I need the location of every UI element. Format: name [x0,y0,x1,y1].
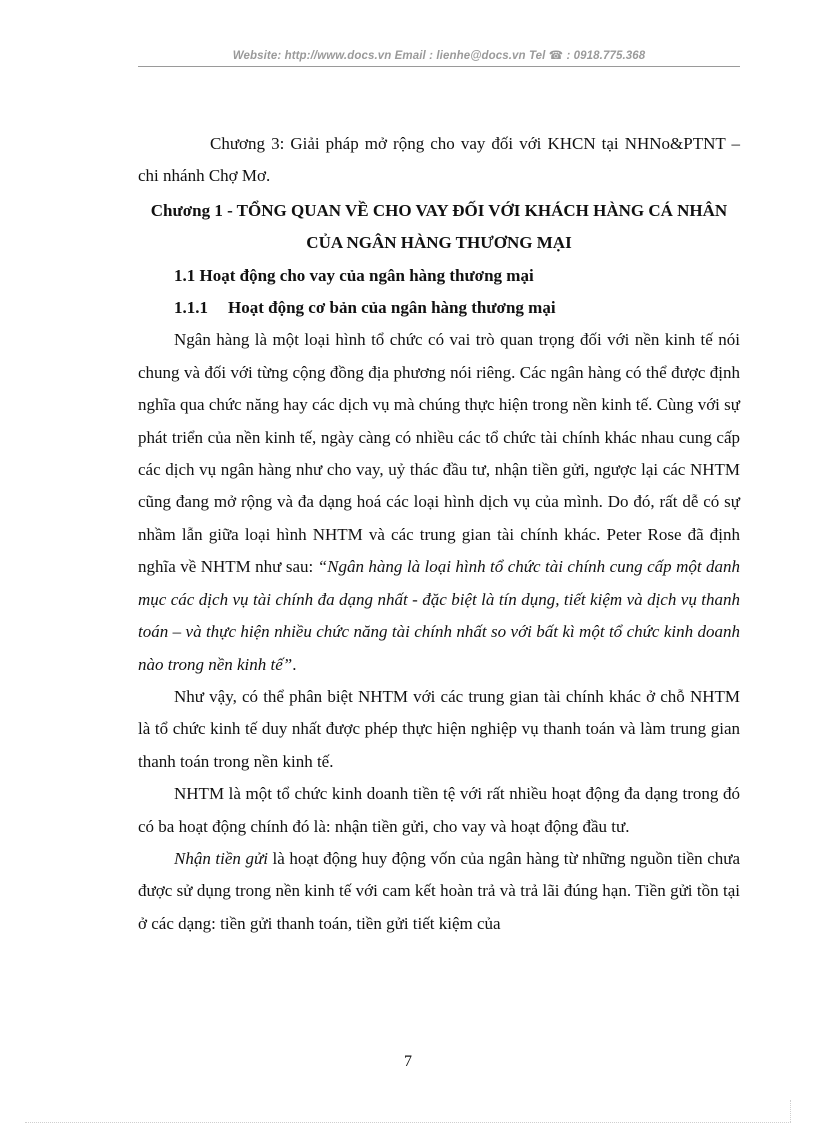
header-divider [138,66,740,67]
paragraph-end: . [292,654,297,674]
section-1-1-heading: 1.1 Hoạt động cho vay của ngân hàng thương mại [174,265,534,285]
paragraph-main-activities: NHTM là một tổ chức kinh doanh tiền tệ với rất nhiều hoạt động đa dạng trong đó có ba hoạt động chính đó là: nhận tiền gửi, cho vay và hoạt động đầu tư. [138,784,740,836]
page-header: Website: http://www.docs.vn Email : lienhe@docs.vn Tel ☎ : 0918.775.368 [232,50,646,62]
deposit-term: Nhận tiền gửi [174,848,268,868]
page-corner-mark [790,1100,791,1122]
chapter-3-outline-line: Chương 3: Giải pháp mở rộng cho vay đối với KHCN tại NHNo&PTNT – chi nhánh Chợ Mơ. [138,134,740,186]
paragraph-distinction: Như vậy, có thể phân biệt NHTM với các trung gian tài chính khác ở chỗ NHTM là tổ chức kinh tế duy nhất được phép thực hiện nghiệp vụ thanh toán và làm trung gian thanh toán trong nền kinh tế. [138,686,740,771]
section-1-1-1-heading [138,292,740,324]
paragraph-deposits [138,843,740,940]
paragraph-bank-definition [138,324,740,680]
page-number: 7 [404,1053,412,1070]
section-title: Hoạt động cơ bản của ngân hàng thương mại [228,298,556,318]
chapter-1-title: Chương 1 - TỔNG QUAN VỀ CHO VAY ĐỐI VỚI KHÁCH HÀNG CÁ NHÂN CỦA NGÂN HÀNG THƯƠNG MẠI [150,200,728,253]
definition-quote: “Ngân hàng là loại hình tổ chức tài chính cung cấp một danh mục các dịch vụ tài chính đa dạng nhất - đặc biệt là tín dụng, tiết kiệm và dịch vụ thanh toán – và thực hiện nhiều chức năng tài chính nhất so với bất kì một tổ chức kinh doanh nào trong nền kinh tế” [138,557,741,674]
paragraph-text: là hoạt động huy động vốn của ngân hàng từ những nguồn tiền chưa được sử dụng trong nền kinh tế với cam kết hoàn trả và trả lãi đúng hạn. Tiền gửi tồn tại ở các dạng: tiền gửi thanh toán, tiền gửi tiết kiệm của [138,848,740,933]
paragraph-text: Ngân hàng là một loại hình tổ chức có vai trò quan trọng đối với nền kinh tế nói chung và đối với từng cộng đồng địa phương nói riêng. Các ngân hàng có thể được định nghĩa qua chức năng hay các dịch vụ mà chúng thực hiện trong nền kinh tế. Cùng với sự phát triển của nền kinh tế, ngày càng có nhiều các tổ chức tài chính khác nhau cung cấp các dịch vụ ngân hàng như cho vay, uỷ thác đầu tư, nhận tiền gửi, ngược lại các NHTM cũng đang mở rộng và đa dạng hoá các loại hình dịch vụ của mình. Do đó, rất dễ có sự nhầm lẫn giữa loại hình NHTM và các trung gian tài chính khác. Peter Rose đã định nghĩa về NHTM như sau: [138,330,740,577]
section-number: 1.1.1 [174,298,208,318]
document-body [138,128,740,940]
